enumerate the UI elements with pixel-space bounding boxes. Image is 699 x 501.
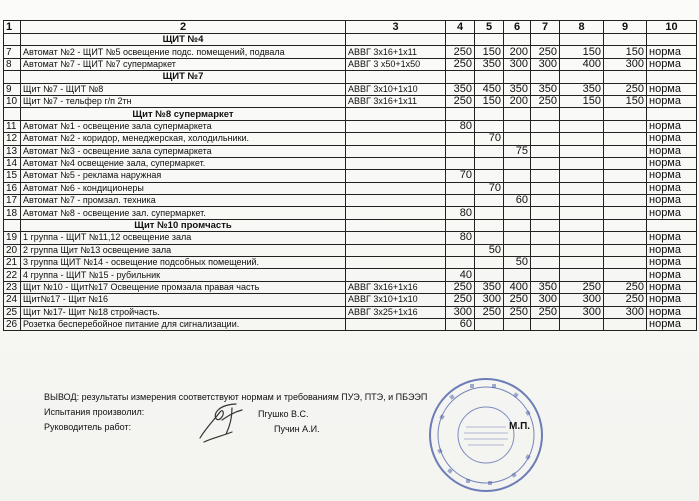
row-value-col6	[504, 170, 531, 182]
row-number: 10	[4, 95, 21, 107]
row-value-col6: 50	[504, 257, 531, 269]
row-value-col7: 250	[531, 306, 560, 318]
section-title: ЩИТ №4	[21, 34, 346, 46]
row-status: норма	[647, 145, 697, 157]
section-empty-cell	[647, 108, 697, 120]
row-number: 11	[4, 120, 21, 132]
row-cable-type	[346, 133, 446, 145]
row-value-col8	[560, 145, 604, 157]
row-status: норма	[647, 83, 697, 95]
head-of-work-name: Пучин А.И.	[274, 424, 320, 434]
table-row	[4, 83, 697, 95]
row-value-col5: 70	[475, 133, 504, 145]
section-empty-cell	[604, 34, 647, 46]
table-row	[4, 182, 697, 194]
row-cable-type	[346, 195, 446, 207]
row-description: Щит№17 - Щит №16	[21, 294, 346, 306]
section-row	[4, 108, 697, 120]
row-status: норма	[647, 281, 697, 293]
row-number: 14	[4, 157, 21, 169]
table-row	[4, 207, 697, 219]
row-value-col6: 60	[504, 195, 531, 207]
row-value-col4	[446, 244, 475, 256]
row-value-col4: 70	[446, 170, 475, 182]
row-value-col6	[504, 318, 531, 330]
row-value-col8	[560, 157, 604, 169]
row-value-col7	[531, 318, 560, 330]
row-value-col7: 350	[531, 281, 560, 293]
row-value-col9: 300	[604, 58, 647, 70]
row-value-col7	[531, 244, 560, 256]
row-value-col9: 300	[604, 306, 647, 318]
section-empty-cell	[446, 71, 475, 83]
row-value-col6	[504, 133, 531, 145]
row-value-col4	[446, 133, 475, 145]
section-empty-cell	[446, 34, 475, 46]
official-stamp	[426, 375, 546, 495]
section-title: Щит №10 промчасть	[21, 219, 346, 231]
section-row	[4, 34, 697, 46]
row-value-col7: 350	[531, 83, 560, 95]
section-empty-cell	[504, 34, 531, 46]
table-row	[4, 120, 697, 132]
section-empty-cell	[346, 219, 446, 231]
table-row	[4, 145, 697, 157]
section-empty-cell	[504, 219, 531, 231]
table-row	[4, 232, 697, 244]
row-value-col9: 250	[604, 294, 647, 306]
row-value-col8	[560, 257, 604, 269]
row-value-col5	[475, 145, 504, 157]
tested-by-name: Пгушко В.С.	[258, 409, 309, 419]
section-empty-cell	[475, 108, 504, 120]
stamp-mark: М.П.	[509, 421, 531, 432]
row-description: 1 группа - ЩИТ №11,12 освещение зала	[21, 232, 346, 244]
row-cable-type	[346, 170, 446, 182]
table-row	[4, 318, 697, 330]
row-number: 9	[4, 83, 21, 95]
row-description: Щит №7 - тельфер г/п 2тн	[21, 95, 346, 107]
section-empty-cell	[346, 34, 446, 46]
header-cell: 9	[604, 21, 647, 34]
row-number: 12	[4, 133, 21, 145]
row-value-col6	[504, 244, 531, 256]
row-value-col4: 40	[446, 269, 475, 281]
table-row	[4, 157, 697, 169]
row-value-col9	[604, 269, 647, 281]
section-empty-cell	[475, 71, 504, 83]
section-empty-cell	[346, 71, 446, 83]
row-status: норма	[647, 257, 697, 269]
row-status: норма	[647, 133, 697, 145]
row-value-col5	[475, 170, 504, 182]
row-value-col9	[604, 170, 647, 182]
measurement-table	[3, 20, 697, 331]
section-empty-cell	[531, 108, 560, 120]
row-number: 13	[4, 145, 21, 157]
row-value-col7	[531, 207, 560, 219]
section-empty-cell	[346, 108, 446, 120]
table-row	[4, 306, 697, 318]
row-value-col6	[504, 207, 531, 219]
row-value-col8	[560, 207, 604, 219]
table-row	[4, 133, 697, 145]
row-status: норма	[647, 232, 697, 244]
row-number: 16	[4, 182, 21, 194]
row-status: норма	[647, 207, 697, 219]
section-empty-cell	[560, 71, 604, 83]
header-cell: 1	[4, 21, 21, 34]
row-cable-type	[346, 232, 446, 244]
row-cable-type: АВВГ 3х16+1х11	[346, 95, 446, 107]
section-empty-cell	[604, 108, 647, 120]
row-description: 2 группа Щит №13 освещение зала	[21, 244, 346, 256]
row-description: Автомат №7 - промзал. техника	[21, 195, 346, 207]
section-empty-cell	[604, 219, 647, 231]
row-value-col4: 350	[446, 83, 475, 95]
row-value-col6	[504, 182, 531, 194]
section-empty-cell	[504, 108, 531, 120]
row-value-col5: 250	[475, 306, 504, 318]
header-row	[4, 21, 697, 34]
section-empty-cell	[446, 108, 475, 120]
row-value-col6: 250	[504, 306, 531, 318]
row-value-col8	[560, 182, 604, 194]
row-value-col5	[475, 120, 504, 132]
row-description: Автомат №5 - реклама наружная	[21, 170, 346, 182]
row-value-col5: 350	[475, 58, 504, 70]
row-status: норма	[647, 95, 697, 107]
section-empty-cell	[475, 219, 504, 231]
row-number: 17	[4, 195, 21, 207]
row-value-col6	[504, 269, 531, 281]
row-value-col4: 80	[446, 232, 475, 244]
row-cable-type: АВВГ 3х25+1х16	[346, 306, 446, 318]
row-value-col7	[531, 232, 560, 244]
row-value-col4: 250	[446, 46, 475, 58]
row-number: 24	[4, 294, 21, 306]
row-value-col7: 250	[531, 95, 560, 107]
row-status: норма	[647, 269, 697, 281]
section-empty-cell	[647, 219, 697, 231]
section-empty-cell	[504, 71, 531, 83]
row-value-col7	[531, 145, 560, 157]
row-cable-type	[346, 318, 446, 330]
row-value-col8: 150	[560, 46, 604, 58]
row-cable-type	[346, 157, 446, 169]
row-description: Щит №7 - ЩИТ №8	[21, 83, 346, 95]
row-value-col9: 150	[604, 95, 647, 107]
section-empty-cell	[560, 219, 604, 231]
row-value-col4	[446, 182, 475, 194]
row-number: 26	[4, 318, 21, 330]
section-num-cell	[4, 219, 21, 231]
row-status: норма	[647, 294, 697, 306]
row-value-col5: 50	[475, 244, 504, 256]
row-status: норма	[647, 306, 697, 318]
row-value-col5	[475, 195, 504, 207]
row-number: 22	[4, 269, 21, 281]
section-num-cell	[4, 71, 21, 83]
row-description: Розетка бесперебойное питание для сигнализации.	[21, 318, 346, 330]
row-value-col6: 350	[504, 83, 531, 95]
row-cable-type: АВВГ 3х16+1х11	[346, 46, 446, 58]
row-status: норма	[647, 195, 697, 207]
row-number: 20	[4, 244, 21, 256]
row-value-col5: 150	[475, 46, 504, 58]
row-number: 25	[4, 306, 21, 318]
row-value-col4	[446, 157, 475, 169]
row-value-col7	[531, 269, 560, 281]
handwritten-signature	[192, 398, 254, 446]
row-status: норма	[647, 157, 697, 169]
row-value-col7: 300	[531, 294, 560, 306]
row-number: 23	[4, 281, 21, 293]
section-num-cell	[4, 34, 21, 46]
row-value-col7	[531, 182, 560, 194]
row-cable-type	[346, 257, 446, 269]
head-of-work-label: Руководитель работ:	[44, 422, 132, 432]
row-value-col9: 150	[604, 46, 647, 58]
row-value-col7	[531, 195, 560, 207]
row-status: норма	[647, 46, 697, 58]
row-value-col5: 450	[475, 83, 504, 95]
row-value-col9	[604, 195, 647, 207]
row-description: Автомат №6 - кондиционеры	[21, 182, 346, 194]
row-value-col4: 80	[446, 207, 475, 219]
row-value-col9	[604, 257, 647, 269]
section-empty-cell	[560, 108, 604, 120]
section-empty-cell	[560, 34, 604, 46]
section-empty-cell	[475, 34, 504, 46]
row-value-col6	[504, 232, 531, 244]
row-value-col6	[504, 157, 531, 169]
section-empty-cell	[647, 34, 697, 46]
row-cable-type: АВВГ 3х10+1х10	[346, 294, 446, 306]
row-description: Автомат №3 - освещение зала супермаркета	[21, 145, 346, 157]
row-value-col4: 250	[446, 58, 475, 70]
row-value-col8: 300	[560, 306, 604, 318]
row-value-col5	[475, 157, 504, 169]
table-row	[4, 257, 697, 269]
row-value-col9	[604, 120, 647, 132]
row-value-col8	[560, 170, 604, 182]
row-value-col4: 250	[446, 95, 475, 107]
row-number: 15	[4, 170, 21, 182]
row-status: норма	[647, 58, 697, 70]
row-value-col5	[475, 257, 504, 269]
row-cable-type: АВВГ 3х16+1х16	[346, 281, 446, 293]
row-value-col6: 400	[504, 281, 531, 293]
row-value-col9	[604, 232, 647, 244]
row-description: 4 группа - ЩИТ №15 - рубильник	[21, 269, 346, 281]
row-value-col8	[560, 195, 604, 207]
row-cable-type: АВВГ 3 х50+1х50	[346, 58, 446, 70]
conclusion-text: ВЫВОД: результаты измерения соответствуют нормам и требованиям ПУЭ, ПТЭ, и ПБЭЭП	[44, 392, 428, 402]
table-row	[4, 269, 697, 281]
header-cell: 5	[475, 21, 504, 34]
row-value-col6: 250	[504, 294, 531, 306]
row-description: Автомат №8 - освещение зал. супермаркет.	[21, 207, 346, 219]
header-cell: 6	[504, 21, 531, 34]
header-cell: 8	[560, 21, 604, 34]
section-empty-cell	[604, 71, 647, 83]
row-value-col8: 300	[560, 294, 604, 306]
row-value-col5: 350	[475, 281, 504, 293]
row-status: норма	[647, 170, 697, 182]
table-row	[4, 294, 697, 306]
row-value-col7	[531, 170, 560, 182]
table-row	[4, 170, 697, 182]
section-empty-cell	[531, 71, 560, 83]
row-value-col8: 400	[560, 58, 604, 70]
row-status: норма	[647, 318, 697, 330]
row-cable-type	[346, 244, 446, 256]
section-row	[4, 71, 697, 83]
header-cell: 10	[647, 21, 697, 34]
row-description: Автомат №7 - ЩИТ №7 супермаркет	[21, 58, 346, 70]
row-number: 8	[4, 58, 21, 70]
header-cell: 4	[446, 21, 475, 34]
row-description: 3 группа ЩИТ №14 - освещение подсобных помещений.	[21, 257, 346, 269]
row-value-col9	[604, 244, 647, 256]
row-status: норма	[647, 182, 697, 194]
row-value-col9	[604, 157, 647, 169]
row-value-col4	[446, 195, 475, 207]
row-value-col5: 300	[475, 294, 504, 306]
row-value-col6: 200	[504, 95, 531, 107]
row-value-col8: 150	[560, 95, 604, 107]
row-description: Автомат №2 - коридор, менеджерская, холодильники.	[21, 133, 346, 145]
row-value-col9: 250	[604, 281, 647, 293]
row-number: 18	[4, 207, 21, 219]
row-cable-type	[346, 145, 446, 157]
row-value-col7: 250	[531, 46, 560, 58]
row-value-col4: 250	[446, 294, 475, 306]
row-value-col9	[604, 207, 647, 219]
row-value-col7	[531, 120, 560, 132]
row-value-col8	[560, 120, 604, 132]
row-value-col6	[504, 120, 531, 132]
row-value-col7	[531, 257, 560, 269]
section-empty-cell	[647, 71, 697, 83]
row-number: 21	[4, 257, 21, 269]
row-value-col8	[560, 232, 604, 244]
row-value-col4: 300	[446, 306, 475, 318]
row-value-col9: 250	[604, 83, 647, 95]
header-cell: 7	[531, 21, 560, 34]
tested-by-label: Испытания произволил:	[44, 407, 145, 417]
row-cable-type: АВВГ 3х10+1х10	[346, 83, 446, 95]
row-description: Автомат №2 - ЩИТ №5 освещение подс. помещений, подвала	[21, 46, 346, 58]
row-description: Щит №10 - Щит№17 Освещение промзала правая часть	[21, 281, 346, 293]
row-number: 7	[4, 46, 21, 58]
section-empty-cell	[446, 219, 475, 231]
row-value-col7	[531, 133, 560, 145]
row-cable-type	[346, 207, 446, 219]
header-cell: 3	[346, 21, 446, 34]
table-row	[4, 281, 697, 293]
section-num-cell	[4, 108, 21, 120]
row-value-col8	[560, 133, 604, 145]
row-cable-type	[346, 120, 446, 132]
table-row	[4, 95, 697, 107]
row-value-col9	[604, 318, 647, 330]
row-value-col8	[560, 318, 604, 330]
row-description: Щит №17- Щит №18 стройчасть.	[21, 306, 346, 318]
row-value-col4	[446, 145, 475, 157]
table-row	[4, 244, 697, 256]
row-value-col4: 80	[446, 120, 475, 132]
section-empty-cell	[531, 34, 560, 46]
row-value-col5	[475, 232, 504, 244]
row-cable-type	[346, 182, 446, 194]
row-value-col6: 200	[504, 46, 531, 58]
table-row	[4, 195, 697, 207]
section-title: Щит №8 супермаркет	[21, 108, 346, 120]
row-number: 19	[4, 232, 21, 244]
row-value-col8: 350	[560, 83, 604, 95]
row-value-col5: 150	[475, 95, 504, 107]
row-status: норма	[647, 120, 697, 132]
row-value-col9	[604, 145, 647, 157]
row-value-col5: 70	[475, 182, 504, 194]
row-value-col7	[531, 157, 560, 169]
section-title: ЩИТ №7	[21, 71, 346, 83]
section-empty-cell	[531, 219, 560, 231]
row-value-col5	[475, 269, 504, 281]
row-value-col5	[475, 318, 504, 330]
row-value-col5	[475, 207, 504, 219]
row-value-col8: 250	[560, 281, 604, 293]
row-value-col6: 75	[504, 145, 531, 157]
table-row	[4, 58, 697, 70]
row-value-col7: 300	[531, 58, 560, 70]
row-value-col4	[446, 257, 475, 269]
row-value-col4: 250	[446, 281, 475, 293]
row-status: норма	[647, 244, 697, 256]
table-row	[4, 46, 697, 58]
header-cell: 2	[21, 21, 346, 34]
row-value-col9	[604, 133, 647, 145]
row-value-col8	[560, 244, 604, 256]
row-value-col8	[560, 269, 604, 281]
section-row	[4, 219, 697, 231]
row-cable-type	[346, 269, 446, 281]
row-value-col9	[604, 182, 647, 194]
row-value-col4: 60	[446, 318, 475, 330]
row-value-col6: 300	[504, 58, 531, 70]
row-description: Автомат №4 освещение зала, супермаркет.	[21, 157, 346, 169]
row-description: Автомат №1 - освещение зала супермаркета	[21, 120, 346, 132]
